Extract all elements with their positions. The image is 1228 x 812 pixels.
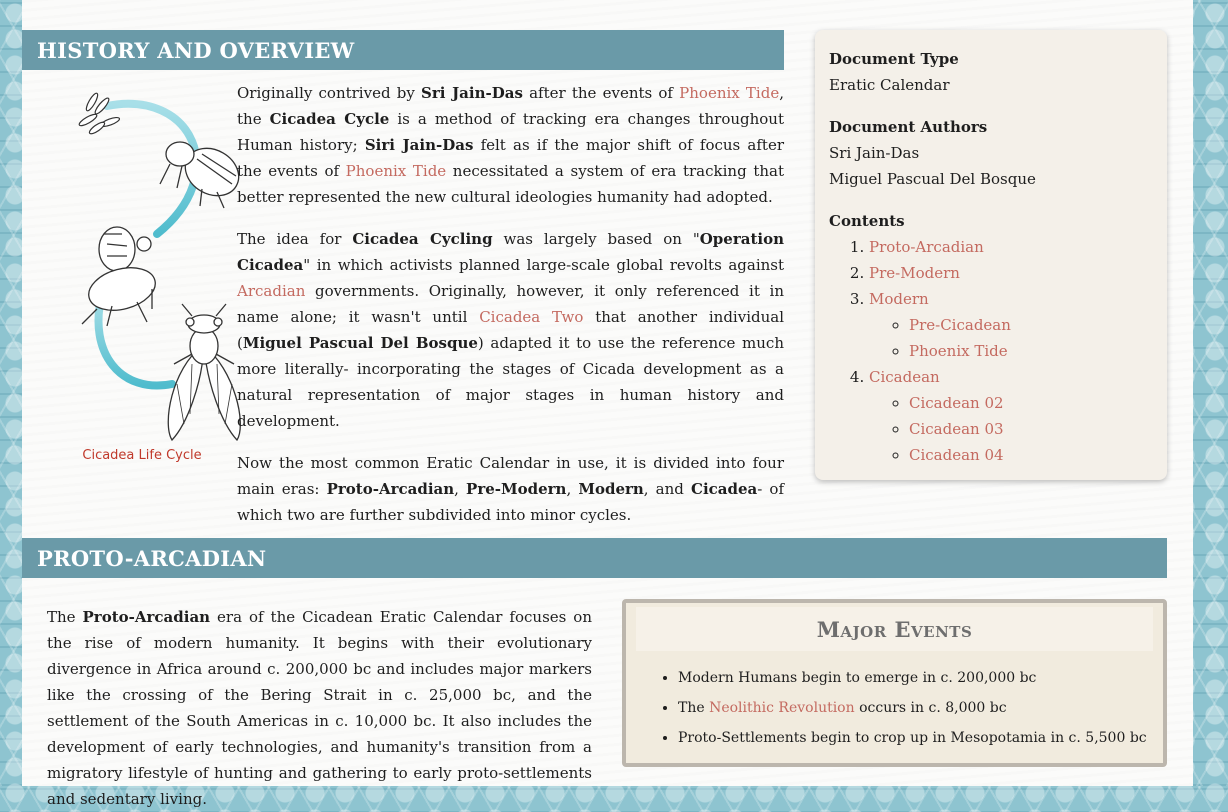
cicada-emerging-icon bbox=[82, 227, 160, 326]
author-name: Sri Jain-Das bbox=[829, 144, 920, 162]
toc-item bbox=[869, 260, 1153, 286]
major-events-box bbox=[622, 599, 1167, 767]
toc-subitem bbox=[909, 312, 1153, 338]
proto-paragraph-1: The Proto-Arcadian era of the Cicadean Eratic Calendar focuses on the rise of modern humanity. It begins with their evolutionary divergence in Africa around c. 200,000 bc and includes major markers like the crossing of the Bering Strait in c. 25,000 bc, and the settlement of the South Americas in c. 10,000 bc. It also includes the development of early technologies, and humanity's transition from a migratory lifestyle of hunting and gathering to early proto-settlements and sedentary living. bbox=[47, 608, 592, 808]
document-page bbox=[22, 0, 1193, 808]
toc-sublink[interactable]: Phoenix Tide bbox=[909, 342, 1008, 360]
toc-link[interactable]: Cicadean bbox=[869, 368, 940, 386]
bold-term: Cicadea Cycling bbox=[352, 230, 493, 248]
intro-paragraph-1: Originally contrived by Sri Jain-Das after the events of Phoenix Tide, the Cicadea Cycle is a method of tracking era changes throughout Human history; Siri Jain-Das felt as if the major shift of focus after the events of Phoenix Tide necessitated a system of era tracking that better represented the new cultural ideologies humanity had adopted. bbox=[237, 84, 784, 206]
inline-link[interactable]: Phoenix Tide bbox=[345, 162, 447, 180]
bold-term: Cicadea bbox=[691, 480, 758, 498]
toc-sublink[interactable]: Cicadean 02 bbox=[909, 394, 1004, 412]
bold-term: Siri Jain-Das bbox=[364, 136, 474, 154]
toc-item bbox=[869, 364, 1153, 468]
cicada-adult-icon bbox=[168, 304, 240, 440]
section-header-history bbox=[22, 30, 784, 70]
cicada-eggs-icon bbox=[78, 92, 121, 136]
toc-link[interactable]: Proto-Arcadian bbox=[869, 238, 984, 256]
toc-item bbox=[869, 286, 1153, 364]
history-intro-text bbox=[237, 80, 784, 544]
cicada-cycle-illustration bbox=[52, 84, 232, 444]
author-name: Miguel Pascual Del Bosque bbox=[829, 170, 1036, 188]
section-title-history: HISTORY AND OVERVIEW bbox=[37, 37, 355, 63]
document-info-sidebar bbox=[815, 30, 1167, 480]
doc-type-value: Eratic Calendar bbox=[829, 76, 950, 94]
toc-link[interactable]: Modern bbox=[869, 290, 929, 308]
inline-link[interactable]: Phoenix Tide bbox=[679, 84, 780, 102]
contents-label: Contents bbox=[829, 212, 905, 230]
toc-subitem bbox=[909, 390, 1153, 416]
doc-authors-group bbox=[829, 114, 1153, 192]
major-events-title: Major Events bbox=[636, 607, 1153, 651]
cycle-arc-upper bbox=[107, 104, 197, 234]
bold-term: Pre-Modern bbox=[466, 480, 567, 498]
bold-term: Cicadea Cycle bbox=[269, 110, 390, 128]
inline-link[interactable]: Arcadian bbox=[237, 282, 306, 300]
contents-group bbox=[829, 208, 1153, 468]
doc-type-group bbox=[829, 46, 1153, 98]
section-title-proto-arcadian: PROTO-ARCADIAN bbox=[37, 545, 267, 571]
inline-link[interactable]: Cicadea Two bbox=[479, 308, 584, 326]
toc-subitem bbox=[909, 416, 1153, 442]
toc-sublink[interactable]: Cicadean 03 bbox=[909, 420, 1004, 438]
toc-sublink[interactable]: Cicadean 04 bbox=[909, 446, 1004, 464]
bold-term: Proto-Arcadian bbox=[326, 480, 455, 498]
section-header-proto-arcadian bbox=[22, 538, 1167, 578]
cicada-nymph-icon bbox=[160, 139, 247, 208]
doc-authors-label: Document Authors bbox=[829, 118, 988, 136]
major-events-list bbox=[626, 663, 1163, 753]
bold-term: Sri Jain-Das bbox=[421, 84, 523, 102]
bold-term: Miguel Pascual Del Bosque bbox=[242, 334, 478, 352]
bold-term: Modern bbox=[578, 480, 644, 498]
intro-paragraph-2: The idea for Cicadea Cycling was largely based on "Operation Cicadea" in which activists planned large-scale global revolts against Arcadian governments. Originally, however, it only referenced it in name alone; it wasn't until Cicadea Two that another individual (Miguel Pascual Del Bosque) adapted it to use the reference much more literally- incorporating the stages of Cicada development as a natural representation of major stages in human history and development. bbox=[237, 230, 785, 430]
event-item: • The Neolithic Revolution occurs in c. 8,000 bc bbox=[678, 693, 1163, 723]
intro-paragraph-3: Now the most common Eratic Calendar in use, it is divided into four main eras: Proto-Arcadian, Pre-Modern, Modern, and Cicadea- of which two are further subdivided into minor cycles. bbox=[237, 454, 785, 524]
table-of-contents bbox=[829, 234, 1153, 468]
toc-link[interactable]: Pre-Modern bbox=[869, 264, 960, 282]
inline-link[interactable]: Neolithic Revolution bbox=[709, 700, 855, 716]
toc-sublist bbox=[869, 312, 1153, 364]
proto-arcadian-text bbox=[47, 604, 592, 812]
toc-item bbox=[869, 234, 1153, 260]
doc-type-label: Document Type bbox=[829, 50, 959, 68]
cicadea-life-cycle-figure bbox=[52, 84, 232, 474]
event-item: • Modern Humans begin to emerge in c. 200,000 bc bbox=[678, 663, 1163, 693]
toc-sublist bbox=[869, 390, 1153, 468]
toc-subitem bbox=[909, 442, 1153, 468]
toc-sublink[interactable]: Pre-Cicadean bbox=[909, 316, 1011, 334]
event-item: • Proto-Settlements begin to crop up in Mesopotamia in c. 5,500 bc bbox=[678, 723, 1163, 753]
bold-term: Proto-Arcadian bbox=[82, 608, 211, 626]
bold-term: Operation Cicadea bbox=[237, 230, 784, 274]
toc-subitem bbox=[909, 338, 1153, 364]
figure-caption: Cicadea Life Cycle bbox=[82, 448, 202, 463]
